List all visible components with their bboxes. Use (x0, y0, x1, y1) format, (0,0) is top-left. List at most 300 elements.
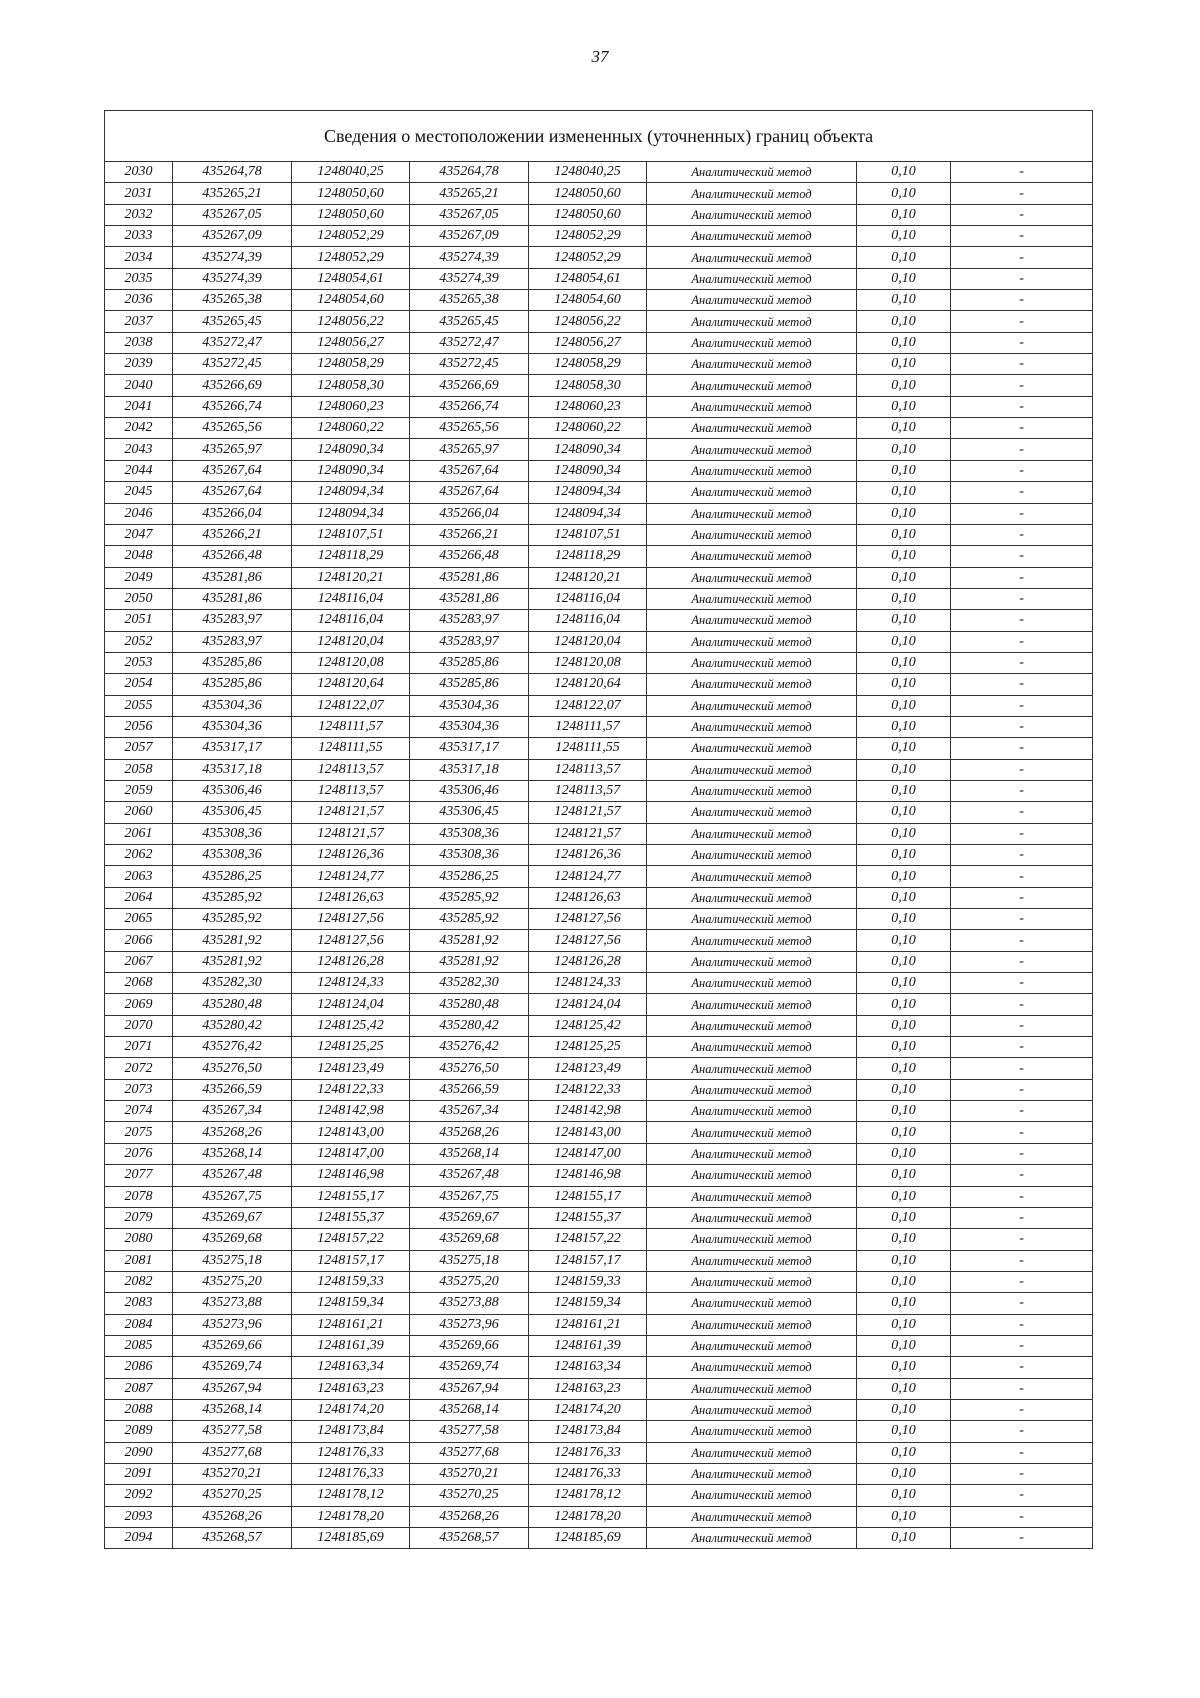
cell-description: - (951, 1229, 1093, 1250)
cell-y-new: 1248040,25 (529, 162, 647, 183)
cell-y-existing: 1248185,69 (292, 1528, 410, 1549)
cell-x-existing: 435283,97 (173, 631, 292, 652)
cell-x-existing: 435285,86 (173, 652, 292, 673)
cell-x-existing: 435272,45 (173, 354, 292, 375)
cell-point-number: 2073 (105, 1079, 173, 1100)
cell-description: - (951, 674, 1093, 695)
cell-x-new: 435281,86 (410, 588, 529, 609)
cell-x-existing: 435286,25 (173, 866, 292, 887)
cell-y-existing: 1248122,33 (292, 1079, 410, 1100)
cell-point-number: 2038 (105, 332, 173, 353)
cell-y-new: 1248163,34 (529, 1357, 647, 1378)
cell-accuracy: 0,10 (857, 1207, 951, 1228)
cell-y-new: 1248094,34 (529, 482, 647, 503)
cell-y-new: 1248090,34 (529, 460, 647, 481)
cell-accuracy: 0,10 (857, 1463, 951, 1484)
cell-y-existing: 1248060,22 (292, 418, 410, 439)
cell-description: - (951, 375, 1093, 396)
cell-x-new: 435267,64 (410, 482, 529, 503)
cell-accuracy: 0,10 (857, 802, 951, 823)
table-row (105, 268, 1093, 289)
cell-x-new: 435266,21 (410, 524, 529, 545)
cell-x-existing: 435283,97 (173, 610, 292, 631)
cell-y-new: 1248159,33 (529, 1271, 647, 1292)
boundary-coordinates-table (104, 110, 1093, 1549)
table-row (105, 930, 1093, 951)
cell-y-existing: 1248178,20 (292, 1506, 410, 1527)
cell-y-existing: 1248054,61 (292, 268, 410, 289)
cell-y-existing: 1248120,04 (292, 631, 410, 652)
cell-y-new: 1248121,57 (529, 823, 647, 844)
cell-y-new: 1248058,29 (529, 354, 647, 375)
cell-x-new: 435269,74 (410, 1357, 529, 1378)
cell-x-existing: 435306,45 (173, 802, 292, 823)
cell-description: - (951, 1463, 1093, 1484)
cell-description: - (951, 524, 1093, 545)
cell-x-existing: 435265,21 (173, 183, 292, 204)
table-row (105, 1122, 1093, 1143)
cell-accuracy: 0,10 (857, 1250, 951, 1271)
cell-description: - (951, 845, 1093, 866)
cell-method: Аналитический метод (647, 1143, 857, 1164)
cell-point-number: 2079 (105, 1207, 173, 1228)
cell-x-new: 435267,64 (410, 460, 529, 481)
cell-y-existing: 1248050,60 (292, 183, 410, 204)
table-row (105, 1421, 1093, 1442)
table-title-row (105, 111, 1093, 162)
cell-x-existing: 435274,39 (173, 247, 292, 268)
table-row (105, 1335, 1093, 1356)
cell-method: Аналитический метод (647, 1186, 857, 1207)
cell-x-new: 435285,92 (410, 909, 529, 930)
cell-accuracy: 0,10 (857, 1165, 951, 1186)
cell-description: - (951, 204, 1093, 225)
cell-description: - (951, 1399, 1093, 1420)
table-row (105, 290, 1093, 311)
cell-y-existing: 1248126,28 (292, 951, 410, 972)
cell-accuracy: 0,10 (857, 1421, 951, 1442)
cell-y-new: 1248173,84 (529, 1421, 647, 1442)
cell-method: Аналитический метод (647, 1207, 857, 1228)
cell-description: - (951, 1506, 1093, 1527)
cell-y-new: 1248161,21 (529, 1314, 647, 1335)
cell-accuracy: 0,10 (857, 1058, 951, 1079)
cell-accuracy: 0,10 (857, 866, 951, 887)
cell-y-new: 1248107,51 (529, 524, 647, 545)
cell-point-number: 2085 (105, 1335, 173, 1356)
cell-description: - (951, 866, 1093, 887)
cell-y-existing: 1248116,04 (292, 610, 410, 631)
cell-accuracy: 0,10 (857, 354, 951, 375)
cell-y-new: 1248113,57 (529, 759, 647, 780)
cell-method: Аналитический метод (647, 759, 857, 780)
cell-x-new: 435266,04 (410, 503, 529, 524)
table-row (105, 845, 1093, 866)
cell-accuracy: 0,10 (857, 1122, 951, 1143)
cell-x-existing: 435268,14 (173, 1143, 292, 1164)
cell-x-existing: 435281,86 (173, 567, 292, 588)
cell-method: Аналитический метод (647, 1378, 857, 1399)
cell-accuracy: 0,10 (857, 1293, 951, 1314)
cell-x-new: 435267,48 (410, 1165, 529, 1186)
cell-x-existing: 435281,86 (173, 588, 292, 609)
cell-point-number: 2049 (105, 567, 173, 588)
cell-description: - (951, 290, 1093, 311)
cell-method: Аналитический метод (647, 418, 857, 439)
cell-point-number: 2082 (105, 1271, 173, 1292)
table-row (105, 503, 1093, 524)
table-row (105, 396, 1093, 417)
cell-y-existing: 1248113,57 (292, 780, 410, 801)
cell-x-new: 435272,47 (410, 332, 529, 353)
cell-description: - (951, 951, 1093, 972)
cell-x-new: 435277,58 (410, 1421, 529, 1442)
cell-x-existing: 435266,74 (173, 396, 292, 417)
cell-description: - (951, 567, 1093, 588)
cell-y-existing: 1248122,07 (292, 695, 410, 716)
cell-x-existing: 435268,26 (173, 1506, 292, 1527)
cell-x-new: 435268,26 (410, 1506, 529, 1527)
cell-x-existing: 435317,18 (173, 759, 292, 780)
cell-description: - (951, 396, 1093, 417)
cell-method: Аналитический метод (647, 396, 857, 417)
cell-point-number: 2051 (105, 610, 173, 631)
cell-method: Аналитический метод (647, 354, 857, 375)
cell-x-existing: 435304,36 (173, 695, 292, 716)
cell-x-new: 435266,74 (410, 396, 529, 417)
cell-accuracy: 0,10 (857, 759, 951, 780)
cell-description: - (951, 652, 1093, 673)
cell-description: - (951, 1271, 1093, 1292)
cell-x-existing: 435277,68 (173, 1442, 292, 1463)
table-title: Сведения о местоположении измененных (уточненных) границ объекта (105, 111, 1093, 162)
cell-x-new: 435306,45 (410, 802, 529, 823)
cell-y-new: 1248116,04 (529, 610, 647, 631)
cell-description: - (951, 1357, 1093, 1378)
cell-x-new: 435269,66 (410, 1335, 529, 1356)
cell-x-new: 435286,25 (410, 866, 529, 887)
cell-point-number: 2034 (105, 247, 173, 268)
cell-x-existing: 435265,56 (173, 418, 292, 439)
cell-accuracy: 0,10 (857, 780, 951, 801)
table-row (105, 1506, 1093, 1527)
cell-accuracy: 0,10 (857, 204, 951, 225)
cell-point-number: 2059 (105, 780, 173, 801)
cell-x-new: 435268,14 (410, 1399, 529, 1420)
cell-y-existing: 1248163,23 (292, 1378, 410, 1399)
cell-x-new: 435280,42 (410, 1015, 529, 1036)
cell-x-existing: 435275,18 (173, 1250, 292, 1271)
table-row (105, 716, 1093, 737)
cell-point-number: 2066 (105, 930, 173, 951)
cell-x-new: 435308,36 (410, 845, 529, 866)
table-row (105, 332, 1093, 353)
cell-x-existing: 435269,67 (173, 1207, 292, 1228)
cell-y-existing: 1248058,30 (292, 375, 410, 396)
cell-y-existing: 1248124,33 (292, 973, 410, 994)
cell-x-existing: 435265,45 (173, 311, 292, 332)
cell-accuracy: 0,10 (857, 482, 951, 503)
table-row (105, 546, 1093, 567)
cell-x-existing: 435267,05 (173, 204, 292, 225)
table-row (105, 1079, 1093, 1100)
cell-x-new: 435274,39 (410, 247, 529, 268)
cell-accuracy: 0,10 (857, 1079, 951, 1100)
cell-accuracy: 0,10 (857, 375, 951, 396)
cell-y-existing: 1248126,36 (292, 845, 410, 866)
cell-accuracy: 0,10 (857, 716, 951, 737)
cell-description: - (951, 482, 1093, 503)
cell-y-new: 1248157,17 (529, 1250, 647, 1271)
cell-y-new: 1248050,60 (529, 204, 647, 225)
cell-x-existing: 435304,36 (173, 716, 292, 737)
cell-y-new: 1248060,22 (529, 418, 647, 439)
table-row (105, 1314, 1093, 1335)
cell-x-existing: 435266,59 (173, 1079, 292, 1100)
cell-point-number: 2041 (105, 396, 173, 417)
cell-point-number: 2083 (105, 1293, 173, 1314)
cell-accuracy: 0,10 (857, 546, 951, 567)
cell-point-number: 2048 (105, 546, 173, 567)
cell-point-number: 2070 (105, 1015, 173, 1036)
cell-description: - (951, 1015, 1093, 1036)
cell-description: - (951, 503, 1093, 524)
cell-y-existing: 1248125,42 (292, 1015, 410, 1036)
cell-method: Аналитический метод (647, 332, 857, 353)
cell-accuracy: 0,10 (857, 674, 951, 695)
cell-method: Аналитический метод (647, 695, 857, 716)
table-row (105, 674, 1093, 695)
table-row (105, 866, 1093, 887)
cell-x-new: 435317,18 (410, 759, 529, 780)
cell-x-existing: 435267,75 (173, 1186, 292, 1207)
cell-accuracy: 0,10 (857, 930, 951, 951)
table-row (105, 1037, 1093, 1058)
cell-method: Аналитический метод (647, 909, 857, 930)
cell-y-existing: 1248142,98 (292, 1101, 410, 1122)
cell-y-existing: 1248113,57 (292, 759, 410, 780)
cell-y-new: 1248121,57 (529, 802, 647, 823)
cell-description: - (951, 162, 1093, 183)
cell-method: Аналитический метод (647, 1250, 857, 1271)
cell-y-existing: 1248161,21 (292, 1314, 410, 1335)
cell-y-existing: 1248054,60 (292, 290, 410, 311)
cell-y-existing: 1248121,57 (292, 802, 410, 823)
table-row (105, 973, 1093, 994)
table-row (105, 1463, 1093, 1484)
cell-accuracy: 0,10 (857, 631, 951, 652)
cell-x-new: 435282,30 (410, 973, 529, 994)
cell-y-new: 1248124,04 (529, 994, 647, 1015)
cell-y-existing: 1248155,37 (292, 1207, 410, 1228)
table-row (105, 802, 1093, 823)
cell-accuracy: 0,10 (857, 1186, 951, 1207)
cell-point-number: 2093 (105, 1506, 173, 1527)
cell-x-new: 435276,50 (410, 1058, 529, 1079)
cell-point-number: 2043 (105, 439, 173, 460)
cell-y-new: 1248126,36 (529, 845, 647, 866)
cell-y-new: 1248123,49 (529, 1058, 647, 1079)
cell-accuracy: 0,10 (857, 332, 951, 353)
cell-accuracy: 0,10 (857, 695, 951, 716)
cell-x-new: 435277,68 (410, 1442, 529, 1463)
cell-description: - (951, 1421, 1093, 1442)
cell-x-new: 435267,05 (410, 204, 529, 225)
cell-y-new: 1248178,12 (529, 1485, 647, 1506)
cell-y-existing: 1248124,77 (292, 866, 410, 887)
cell-x-existing: 435268,57 (173, 1528, 292, 1549)
cell-x-existing: 435267,34 (173, 1101, 292, 1122)
cell-description: - (951, 1143, 1093, 1164)
cell-accuracy: 0,10 (857, 738, 951, 759)
table-row (105, 780, 1093, 801)
cell-description: - (951, 268, 1093, 289)
cell-description: - (951, 1528, 1093, 1549)
cell-description: - (951, 460, 1093, 481)
cell-point-number: 2061 (105, 823, 173, 844)
cell-method: Аналитический метод (647, 631, 857, 652)
cell-x-existing: 435266,21 (173, 524, 292, 545)
cell-x-existing: 435274,39 (173, 268, 292, 289)
cell-method: Аналитический метод (647, 802, 857, 823)
table-row (105, 1528, 1093, 1549)
cell-y-new: 1248120,64 (529, 674, 647, 695)
cell-method: Аналитический метод (647, 268, 857, 289)
cell-x-existing: 435266,04 (173, 503, 292, 524)
cell-y-new: 1248113,57 (529, 780, 647, 801)
cell-description: - (951, 226, 1093, 247)
cell-description: - (951, 738, 1093, 759)
cell-x-existing: 435308,36 (173, 845, 292, 866)
cell-accuracy: 0,10 (857, 1485, 951, 1506)
cell-x-existing: 435267,94 (173, 1378, 292, 1399)
cell-x-new: 435268,57 (410, 1528, 529, 1549)
cell-x-existing: 435267,09 (173, 226, 292, 247)
cell-x-existing: 435281,92 (173, 930, 292, 951)
cell-description: - (951, 1378, 1093, 1399)
cell-accuracy: 0,10 (857, 1101, 951, 1122)
table-row (105, 1165, 1093, 1186)
cell-description: - (951, 1037, 1093, 1058)
cell-y-new: 1248111,55 (529, 738, 647, 759)
cell-point-number: 2054 (105, 674, 173, 695)
table-row (105, 1485, 1093, 1506)
cell-accuracy: 0,10 (857, 268, 951, 289)
cell-x-existing: 435269,74 (173, 1357, 292, 1378)
cell-method: Аналитический метод (647, 1229, 857, 1250)
cell-point-number: 2042 (105, 418, 173, 439)
cell-description: - (951, 973, 1093, 994)
cell-y-existing: 1248050,60 (292, 204, 410, 225)
cell-point-number: 2088 (105, 1399, 173, 1420)
cell-point-number: 2035 (105, 268, 173, 289)
cell-x-new: 435281,92 (410, 930, 529, 951)
cell-method: Аналитический метод (647, 247, 857, 268)
cell-y-new: 1248143,00 (529, 1122, 647, 1143)
cell-y-new: 1248050,60 (529, 183, 647, 204)
cell-y-new: 1248120,21 (529, 567, 647, 588)
cell-y-existing: 1248120,08 (292, 652, 410, 673)
cell-accuracy: 0,10 (857, 162, 951, 183)
table-row (105, 1186, 1093, 1207)
cell-y-new: 1248174,20 (529, 1399, 647, 1420)
cell-x-new: 435269,68 (410, 1229, 529, 1250)
cell-y-new: 1248056,27 (529, 332, 647, 353)
cell-description: - (951, 1314, 1093, 1335)
cell-point-number: 2068 (105, 973, 173, 994)
cell-x-existing: 435273,88 (173, 1293, 292, 1314)
table-row (105, 823, 1093, 844)
table-row (105, 1229, 1093, 1250)
cell-method: Аналитический метод (647, 1015, 857, 1036)
cell-accuracy: 0,10 (857, 183, 951, 204)
table-row (105, 226, 1093, 247)
cell-x-existing: 435282,30 (173, 973, 292, 994)
cell-y-existing: 1248040,25 (292, 162, 410, 183)
cell-method: Аналитический метод (647, 290, 857, 311)
cell-point-number: 2040 (105, 375, 173, 396)
cell-accuracy: 0,10 (857, 418, 951, 439)
cell-accuracy: 0,10 (857, 1357, 951, 1378)
table-row (105, 354, 1093, 375)
cell-y-new: 1248124,33 (529, 973, 647, 994)
cell-x-existing: 435270,25 (173, 1485, 292, 1506)
cell-method: Аналитический метод (647, 588, 857, 609)
cell-y-existing: 1248121,57 (292, 823, 410, 844)
cell-point-number: 2055 (105, 695, 173, 716)
cell-x-new: 435273,88 (410, 1293, 529, 1314)
cell-method: Аналитический метод (647, 1421, 857, 1442)
cell-x-new: 435285,86 (410, 674, 529, 695)
cell-point-number: 2086 (105, 1357, 173, 1378)
cell-y-new: 1248126,63 (529, 887, 647, 908)
cell-method: Аналитический метод (647, 866, 857, 887)
cell-y-new: 1248159,34 (529, 1293, 647, 1314)
cell-y-new: 1248176,33 (529, 1442, 647, 1463)
cell-x-existing: 435306,46 (173, 780, 292, 801)
cell-x-existing: 435267,48 (173, 1165, 292, 1186)
cell-x-new: 435265,38 (410, 290, 529, 311)
cell-y-new: 1248127,56 (529, 930, 647, 951)
cell-method: Аналитический метод (647, 1293, 857, 1314)
cell-accuracy: 0,10 (857, 887, 951, 908)
cell-x-existing: 435281,92 (173, 951, 292, 972)
cell-method: Аналитический метод (647, 951, 857, 972)
cell-point-number: 2072 (105, 1058, 173, 1079)
table-row (105, 1207, 1093, 1228)
cell-x-new: 435266,69 (410, 375, 529, 396)
cell-method: Аналитический метод (647, 1442, 857, 1463)
cell-y-existing: 1248127,56 (292, 909, 410, 930)
cell-method: Аналитический метод (647, 1314, 857, 1335)
cell-method: Аналитический метод (647, 1079, 857, 1100)
cell-accuracy: 0,10 (857, 1229, 951, 1250)
cell-point-number: 2069 (105, 994, 173, 1015)
cell-method: Аналитический метод (647, 845, 857, 866)
cell-x-new: 435267,75 (410, 1186, 529, 1207)
cell-description: - (951, 802, 1093, 823)
table-row (105, 460, 1093, 481)
cell-point-number: 2077 (105, 1165, 173, 1186)
cell-y-new: 1248185,69 (529, 1528, 647, 1549)
cell-accuracy: 0,10 (857, 439, 951, 460)
cell-point-number: 2036 (105, 290, 173, 311)
cell-description: - (951, 418, 1093, 439)
cell-y-new: 1248122,33 (529, 1079, 647, 1100)
cell-point-number: 2067 (105, 951, 173, 972)
cell-x-existing: 435280,42 (173, 1015, 292, 1036)
cell-x-new: 435304,36 (410, 695, 529, 716)
